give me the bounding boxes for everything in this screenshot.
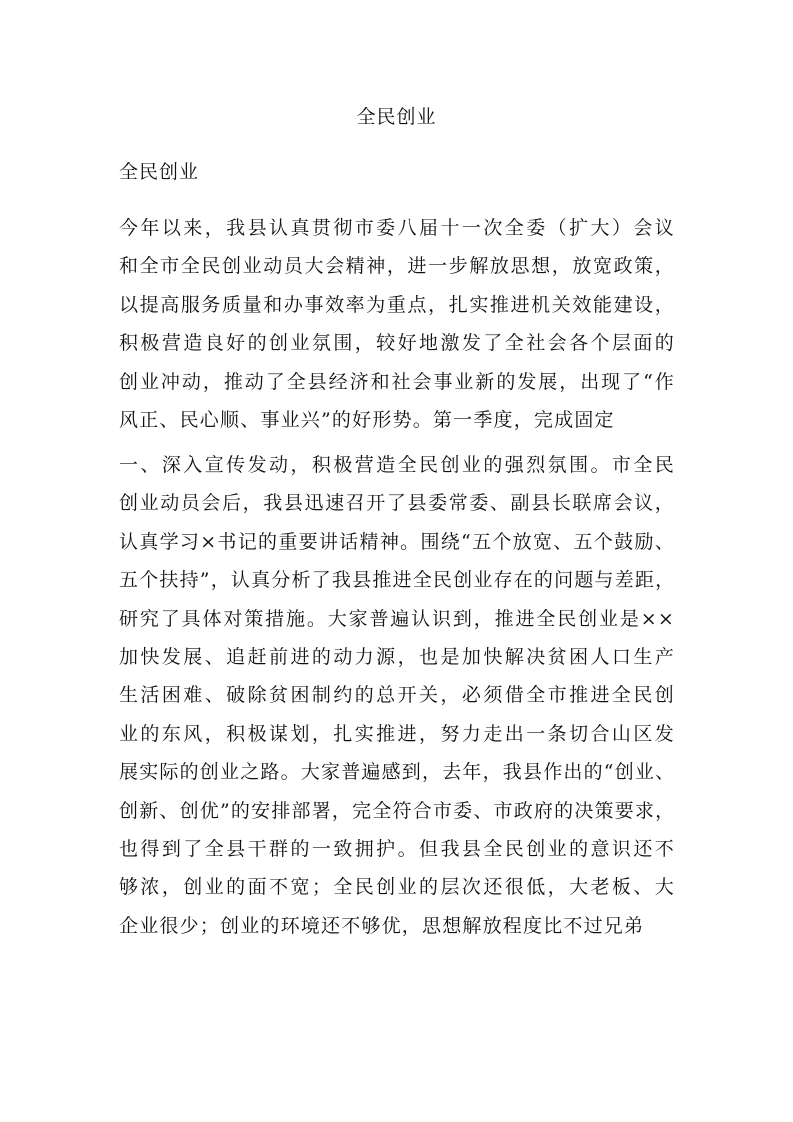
document-title: 全民创业 bbox=[356, 106, 437, 128]
text-line: 创业冲动，推动了全县经济和社会事业新的发展，出现了“作 bbox=[119, 370, 675, 393]
paragraph-intro bbox=[119, 209, 675, 439]
text-line: 研究了具体对策措施。大家普遍认识到，推进全民创业是×× bbox=[119, 607, 675, 630]
text-line: 也得到了全县干群的一致拥护。但我县全民创业的意识还不 bbox=[119, 838, 675, 861]
text-line: 加快发展、追赶前进的动力源，也是加快解决贫困人口生产 bbox=[119, 646, 675, 669]
text-line: 创业动员会后，我县迅速召开了县委常委、副县长联席会议， bbox=[119, 492, 675, 515]
text-line: 认真学习×书记的重要讲话精神。围绕“五个放宽、五个鼓励、 bbox=[119, 530, 675, 553]
text-line: 以提高服务质量和办事效率为重点，扎实推进机关效能建设， bbox=[119, 293, 675, 316]
text-line: 够浓，创业的面不宽；全民创业的层次还很低，大老板、大 bbox=[119, 876, 675, 899]
text-line: 业的东风，积极谋划，扎实推进，努力走出一条切合山区发 bbox=[119, 722, 675, 745]
paragraph-section-one bbox=[119, 446, 675, 945]
text-line: 积极营造良好的创业氛围，较好地激发了全社会各个层面的 bbox=[119, 332, 675, 355]
text-line: 企业很少；创业的环境还不够优，思想解放程度比不过兄弟 bbox=[119, 914, 645, 937]
text-line: 五个扶持”，认真分析了我县推进全民创业存在的问题与差距， bbox=[119, 569, 676, 592]
text-line: 生活困难、破除贫困制约的总开关，必须借全市推进全民创 bbox=[119, 684, 675, 707]
text-line: 展实际的创业之路。大家普遍感到，去年，我县作出的“创业、 bbox=[119, 761, 676, 784]
text-line: 一、深入宣传发动，积极营造全民创业的强烈氛围。市全民 bbox=[119, 454, 675, 476]
text-line: 和全市全民创业动员大会精神，进一步解放思想，放宽政策， bbox=[119, 255, 675, 278]
document-subtitle: 全民创业 bbox=[119, 161, 200, 183]
text-line: 今年以来，我县认真贯彻市委八届十一次全委（扩大）会议 bbox=[119, 217, 675, 239]
text-line: 创新、创优”的安排部署，完全符合市委、市政府的决策要求， bbox=[119, 799, 676, 822]
text-line: 风正、民心顺、事业兴”的好形势。第一季度，完成固定 bbox=[119, 409, 615, 432]
